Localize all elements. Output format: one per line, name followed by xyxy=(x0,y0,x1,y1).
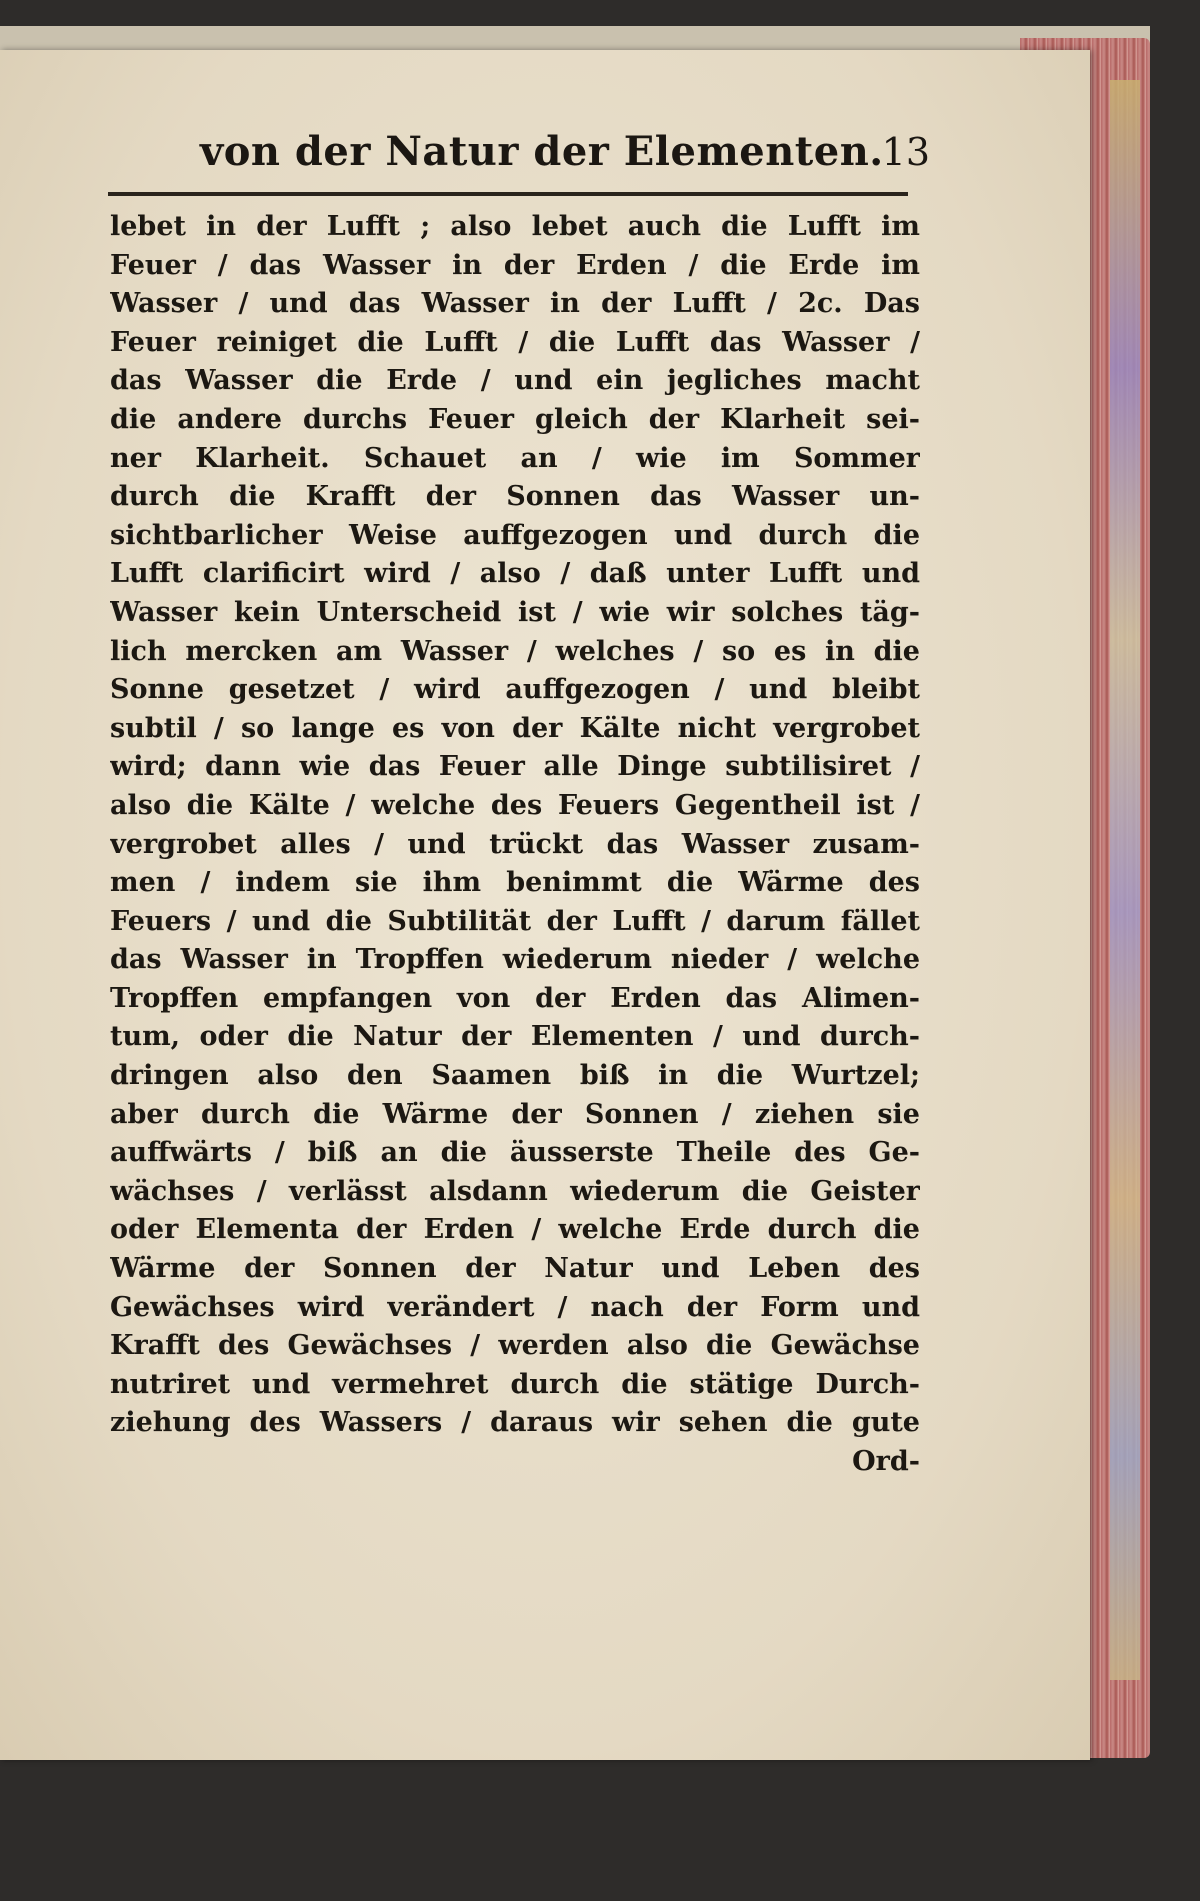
header-rule xyxy=(108,192,908,196)
text-line: das Wasser die Erde / und ein jegliches macht xyxy=(110,365,920,397)
text-line: vergrobet alles / und trückt das Wasser zusam- xyxy=(110,828,920,860)
text-line: Tropffen empfangen von der Erden das Alimen- xyxy=(110,982,920,1014)
page-number: 13 xyxy=(881,130,930,174)
text-line: Feuer reiniget die Lufft / die Lufft das Wasser / xyxy=(110,326,920,358)
text-line: auffwärts / biß an die äusserste Theile des Ge- xyxy=(110,1137,920,1169)
text-line: die andere durchs Feuer gleich der Klarheit sei- xyxy=(110,403,920,435)
text-line: wird; dann wie das Feuer alle Dinge subtilisiret / xyxy=(110,751,920,783)
text-line: tum, oder die Natur der Elementen / und durch- xyxy=(110,1021,920,1053)
text-line: Lufft clarificirt wird / also / daß unter Lufft und xyxy=(110,558,920,590)
text-line: Sonne gesetzet / wird auffgezogen / und bleibt xyxy=(110,674,920,706)
running-title: von der Natur der Elementen. xyxy=(200,128,884,175)
text-line: oder Elementa der Erden / welche Erde durch die xyxy=(110,1214,920,1246)
text-line: Feuers / und die Subtilität der Lufft / darum fället xyxy=(110,905,920,937)
body-text xyxy=(110,208,920,1482)
text-line: ner Klarheit. Schauet an / wie im Sommer xyxy=(110,442,920,474)
text-line: lebet in der Lufft ; also lebet auch die Lufft im xyxy=(110,211,920,242)
text-line: ziehung des Wassers / daraus wir sehen die gute xyxy=(110,1407,920,1439)
text-line: Feuer / das Wasser in der Erden / die Erde im xyxy=(110,249,920,281)
text-line: also die Kälte / welche des Feuers Gegentheil ist / xyxy=(110,789,920,821)
marbled-endpaper xyxy=(1110,80,1140,1680)
page-header xyxy=(190,128,930,188)
text-line: dringen also den Saamen biß in die Wurtzel; xyxy=(110,1060,920,1092)
text-line: Wärme der Sonnen der Natur und Leben des xyxy=(110,1253,920,1285)
text-line: das Wasser in Tropffen wiederum nieder / welche xyxy=(110,944,920,976)
text-line: Wasser / und das Wasser in der Lufft / 2c. Das xyxy=(110,288,920,320)
text-line: men / indem sie ihm benimmt die Wärme des xyxy=(110,867,920,899)
text-line: nutriret und vermehret durch die stätige Durch- xyxy=(110,1368,920,1400)
text-line: subtil / so lange es von der Kälte nicht vergrobet xyxy=(110,712,920,744)
text-line: wächses / verlässt alsdann wiederum die Geister xyxy=(110,1175,920,1207)
text-line: Wasser kein Unterscheid ist / wie wir solches täg- xyxy=(110,596,920,628)
text-line: lich mercken am Wasser / welches / so es in die xyxy=(110,635,920,667)
text-line: sichtbarlicher Weise auffgezogen und durch die xyxy=(110,519,920,551)
text-line: Gewächses wird verändert / nach der Form und xyxy=(110,1291,920,1323)
text-line: durch die Krafft der Sonnen das Wasser un- xyxy=(110,481,920,513)
text-line: aber durch die Wärme der Sonnen / ziehen sie xyxy=(110,1098,920,1130)
text-line: Krafft des Gewächses / werden also die Gewächse xyxy=(110,1330,920,1362)
catchword: Ord- xyxy=(852,1446,920,1477)
